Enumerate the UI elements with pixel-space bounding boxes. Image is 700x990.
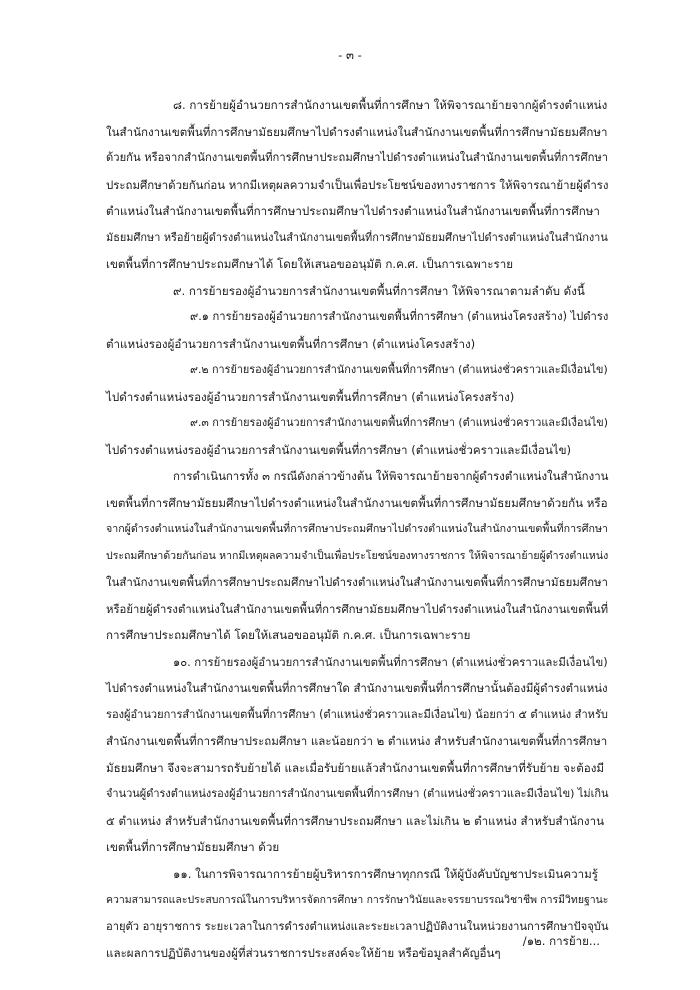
text-line: ๙. การย้ายรองผู้อำนวยการสำนักงานเขตพื้นที่การศึกษา ให้พิจารณาตามลำดับ ดังนี้ — [173, 284, 585, 298]
text-line: การศึกษาประถมศึกษาได้ โดยให้เสนอขออนุมัติ ก.ค.ศ. เป็นการเฉพาะราย — [106, 628, 471, 642]
text-line: ๘. การย้ายผู้อำนวยการสำนักงานเขตพื้นที่การศึกษา ให้พิจารณาย้ายจากผู้ดำรงตำแหน่ง — [173, 98, 608, 112]
text-line: ประถมศึกษาด้วยกันก่อน หากมีเหตุผลความจำเป็นเพื่อประโยชน์ของทางราชการ ให้พิจารณาย้ายผู้ดำรง — [106, 178, 609, 192]
text-line: จากผู้ดำรงตำแหน่งในสำนักงานเขตพื้นที่การศึกษาประถมศึกษาไปดำรงตำแหน่งในสำนักงานเขตพื้นที่การศึกษา — [106, 522, 608, 535]
text-line: เขตพื้นที่การศึกษาประถมศึกษาได้ โดยให้เสนอขออนุมัติ ก.ค.ศ. เป็นการเฉพาะราย — [106, 257, 514, 271]
text-line: และผลการปฏิบัติงานของผู้ที่ส่วนราชการประสงค์จะให้ย้าย หรือข้อมูลสำคัญอื่นๆ — [106, 946, 501, 960]
text-line: ๕ ตำแหน่ง สำหรับสำนักงานเขตพื้นที่การศึกษาประถมศึกษา และไม่เกิน ๒ ตำแหน่ง สำหรับสำนักงาน — [106, 814, 605, 828]
text-line: เขตพื้นที่การศึกษามัธยมศึกษา ด้วย — [106, 840, 280, 854]
text-line: ตำแหน่งในสำนักงานเขตพื้นที่การศึกษาประถมศึกษาไปดำรงตำแหน่งในสำนักงานเขตพื้นที่การศึกษา — [106, 204, 600, 218]
text-line: ไปดำรงตำแหน่งในสำนักงานเขตพื้นที่การศึกษาใด สำนักงานเขตพื้นที่การศึกษานั้นต้องมีผู้ดำรงตำแหน่ง — [106, 681, 608, 695]
text-line: รองผู้อำนวยการสำนักงานเขตพื้นที่การศึกษา (ตำแหน่งชั่วคราวและมีเงื่อนไข) น้อยกว่า ๕ ตำแหน่ง สำหรับ — [106, 708, 608, 721]
text-line: อายุตัว อายุราชการ ระยะเวลาในการดำรงตำแหน่งและระยะเวลาปฏิบัติงานในหน่วยงานการศึกษาปัจจุบัน — [106, 920, 609, 933]
text-line: มัธยมศึกษา หรือย้ายผู้ดำรงตำแหน่งในสำนักงานเขตพื้นที่การศึกษามัธยมศึกษาไปดำรงตำแหน่งในสำนักงาน — [106, 231, 608, 244]
continuation-text: /๑๒. การย้าย... — [522, 934, 600, 948]
text-line: ตำแหน่งรองผู้อำนวยการสำนักงานเขตพื้นที่การศึกษา (ตำแหน่งโครงสร้าง) — [106, 337, 476, 351]
text-line: ไปดำรงตำแหน่งรองผู้อำนวยการสำนักงานเขตพื้นที่การศึกษา (ตำแหน่งชั่วคราวและมีเงื่อนไข) — [106, 443, 572, 457]
text-line: ประถมศึกษาด้วยกันก่อน หากมีเหตุผลความจำเป็นเพื่อประโยชน์ของทางราชการ ให้พิจารณาย้ายผู้ดำรงตำแหน่ง — [106, 550, 609, 562]
text-line: ในสำนักงานเขตพื้นที่การศึกษาประถมศึกษาไปดำรงตำแหน่งในสำนักงานเขตพื้นที่การศึกษามัธยมศึกษา — [106, 575, 608, 589]
text-line: ๙.๒ การย้ายรองผู้อำนวยการสำนักงานเขตพื้นที่การศึกษา (ตำแหน่งชั่วคราวและมีเงื่อนไข) — [190, 363, 608, 376]
text-line: สำนักงานเขตพื้นที่การศึกษาประถมศึกษา และน้อยกว่า ๒ ตำแหน่ง สำหรับสำนักงานเขตพื้นที่การศึกษา — [106, 734, 608, 748]
text-line: เขตพื้นที่การศึกษามัธยมศึกษาไปดำรงตำแหน่งในสำนักงานเขตพื้นที่การศึกษามัธยมศึกษาด้วยกัน หรือ — [106, 496, 608, 510]
text-line: ในสำนักงานเขตพื้นที่การศึกษามัธยมศึกษาไปดำรงตำแหน่งในสำนักงานเขตพื้นที่การศึกษามัธยมศึกษา — [106, 125, 608, 139]
text-line: ความสามารถและประสบการณ์ในการบริหารจัดการศึกษา การรักษาวินัยและจรรยาบรรณวิชาชีพ การมีวิทยฐานะ — [106, 894, 609, 906]
text-line: จำนวนผู้ดำรงตำแหน่งรองผู้อำนวยการสำนักงานเขตพื้นที่การศึกษา (ตำแหน่งชั่วคราวและมีเงื่อนไข) ไม่เกิน — [106, 787, 609, 800]
text-line: ๑๑. ในการพิจารณาการย้ายผู้บริหารการศึกษาทุกกรณี ให้ผู้บังคับบัญชาประเมินความรู้ — [173, 867, 598, 881]
text-line: การดำเนินการทั้ง ๓ กรณีดังกล่าวข้างต้น ให้พิจารณาย้ายจากผู้ดำรงตำแหน่งในสำนักงาน — [173, 469, 609, 483]
text-line: ๙.๑ การย้ายรองผู้อำนวยการสำนักงานเขตพื้นที่การศึกษา (ตำแหน่งโครงสร้าง) ไปดำรง — [190, 310, 609, 323]
page-number: - ๓ - — [338, 48, 362, 62]
text-line: มัธยมศึกษา จึงจะสามารถรับย้ายได้ และเมื่อรับย้ายแล้วสำนักงานเขตพื้นที่การศึกษาที่รับย้าย จะต้องมี — [106, 761, 605, 775]
text-line: ไปดำรงตำแหน่งรองผู้อำนวยการสำนักงานเขตพื้นที่การศึกษา (ตำแหน่งโครงสร้าง) — [106, 390, 515, 404]
text-line: หรือย้ายผู้ดำรงตำแหน่งในสำนักงานเขตพื้นที่การศึกษามัธยมศึกษาไปดำรงตำแหน่งในสำนักงานเขตพื้นที่ — [106, 602, 609, 616]
text-line: ๑๐. การย้ายรองผู้อำนวยการสำนักงานเขตพื้นที่การศึกษา (ตำแหน่งชั่วคราวและมีเงื่อนไข) — [173, 655, 608, 669]
text-line: ด้วยกัน หรือจากสำนักงานเขตพื้นที่การศึกษาประถมศึกษาไปดำรงตำแหน่งในสำนักงานเขตพื้นที่การศึกษา — [106, 151, 609, 164]
text-line: ๙.๓ การย้ายรองผู้อำนวยการสำนักงานเขตพื้นที่การศึกษา (ตำแหน่งชั่วคราวและมีเงื่อนไข) — [190, 416, 608, 429]
